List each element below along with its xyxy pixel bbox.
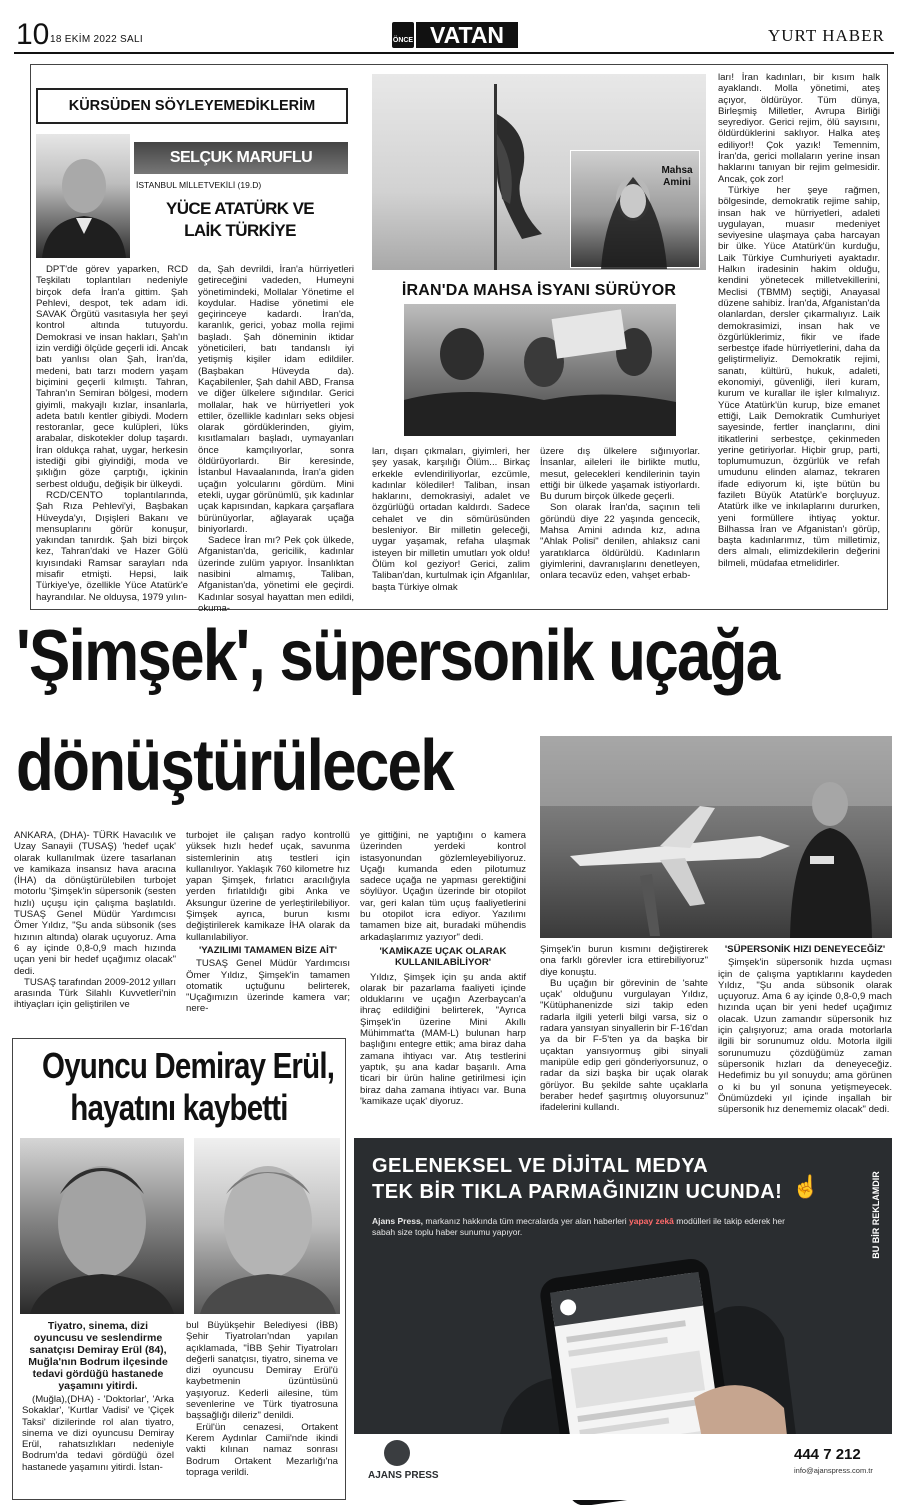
author-name: SELÇUK MARUFLU xyxy=(169,149,313,166)
column-paragraph: ları, dışarı çıkmaları, giyimleri, her şey yasak, karşılığı Ölüm... Birkaç erkekle evlendiriliyorlar, ezcümle, kadınlar kölediler! Taliban, insan haklarını, demokrasiyi, adalet ve özgürlüğü ortadan kaldırdı. Sadece cehalet ve din sömürüsünden besleniyor. Bir milletin geleceği, uygar yaşamak, refaha ulaşmak isteyen bir milletin umutları yok oldu! Ölüm kol geziyor! Gerici, zalim Taliban'dan, kurtulmak için Afganlılar, başta Türkiye olmak xyxy=(372,446,530,593)
column-paragraph: Türkiye her şeye rağmen, bölgesinde, demokratik rejime sahip, insan hak ve hürriyetleri, adaleti uygulayan, muasır medeniyet seviyesine ulaşmaya çaba harcayan bir ülke. Yüce Atatürk'ün kurduğu, Laik Türkiye Cumhuriyeti ayaktadır. Halkın iradesinin hakim olduğu, kendini yönetecek milletvekillerini, Meclisi (TBMM) seçtiği, Anayasal düzene sahibiz. İran'da, Afganistan'da olanlardan, dersler çıkarmalıyız. Laik demokrasimizi, insan hak ve özgürlüklerimiz, fikir ve ifade serbestçe ifade hürriyetlerini, daha da geliştirmeliyiz. Demokratik rejimi, sanatı, kültürü, hukuk, adaleti, ekonomiyi, güvenliği, ileri kuram, kurum ve kurallar ile işler kılmalıyız. Yüce Atatürk'ün kurup, bize emanet ettiği, Laik Demokratik Cumhuriyet sayesinde, fertler inançlarını, dini itikatlerini serbestçe, çekinmeden yerine getiriyorlar. Hiçbir grup, parti, toplumumuzun, özgürlük ve refah umudunu elinden alamaz, tekraren ifade ediyorum ki, işte bütün bu faziletı Büyük Atatürk'e borçluyuz. Atatürk ilke ve inkılaplarını dururken, yeni formüllere ihtiyaç yoktur. Bilhassa İran ve Afganistan'ı görüp, başta kadınlarımız, tüm milletimiz, ders almalı, elimizdekilerin değerini bilmeli, müdafaa etmelidirler. xyxy=(718,184,880,569)
simsek-text-col2 xyxy=(186,830,350,1026)
obit-paragraph: bul Büyükşehir Belediyesi (İBB) Şehir Tiyatroları'ndan yapılan açıklamada, "İBB Şehir Tiyatroları değerli sanatçısı, tiyatro, sinema ve dizi oyuncusu Demiray Erül'ü kaybetmenin üzüntüsünü yaşıyoruz. Kederli ailesine, tüm sevenlerine ve Türk tiyatrosuna başsağlığı dileriz" denildi. xyxy=(186,1320,338,1422)
simsek-text-col3 xyxy=(360,830,526,1140)
paper-logo xyxy=(392,22,518,48)
simsek-text-col4 xyxy=(540,944,708,1132)
column-paragraph: Son olarak İran'da, saçının teli göründü diye 22 yaşında gencecik, Mahsa Amini adında kız, adına "Ahlak Polisi" denilen, ahlaksız cani yaratıklarca öldürüldü. Kadınların giyimlerini, davranışlarını denetleyen, onlara tecavüz eden, vahşet erbab- xyxy=(540,502,700,582)
ad-headline-2: TEK BİR TIKLA PARMAĞINIZIN UCUNDA! xyxy=(372,1181,783,1203)
obit-text-col1 xyxy=(22,1320,174,1496)
mahsa-amini-inset xyxy=(570,150,700,268)
column-title: YÜCE ATATÜRK VE LAİK TÜRKİYE xyxy=(165,199,315,240)
ad-body-text-end: modülleri ile takip ederek her sabah size toplu haber sunumu yapıyor. xyxy=(372,1216,785,1237)
logo-badge: ÖNCE xyxy=(392,22,414,48)
simsek-paragraph: Şimşek'in burun kısmını değiştirerek ona farklı görevler icra ettirebiliyoruz" diye konuştu. xyxy=(540,944,708,978)
author-photo xyxy=(36,134,130,258)
simsek-headline-line1: 'Şimşek', süpersonik uçağa xyxy=(16,616,779,696)
portrait-silhouette xyxy=(20,1138,184,1314)
column-paragraph: ları! İran kadınları, bir kısım halk ayaklandı. Molla yönetimi, ateş açıyor, öldürüyor. Tüm dünya, Birleşmiş Milletler, Avrupa Birliği seyrediyor. Gerici rejim, ölü sayısını, öldürdüklerini saklıyor. Halka ateş ediliyor!! Çok yazık! Temennim, İran'da, gerici mollaların yerine insan haklarını tanıyan bir rejim gelmesidir. Ancak, çok zor! xyxy=(718,72,880,185)
ad-side-label xyxy=(866,1150,886,1290)
issue-date: 18 EKİM 2022 SALI xyxy=(50,34,143,45)
column-paragraph: DPT'de görev yaparken, RCD Teşkilatı toplantıları nedeniyle birçok defa İran'a gittim. Şah Pehlevi, despot, tek adam idi. SAVAK Örgütü vasıtasıyla her şeyi kontrol altında tutuyordu. Demokrasi ve insan hakları, Şah'ın izin verdiği ölçüde geçerli idi. Ancak batı yanlısı olan Şah, İran'da, medeni, batı tarzı modern yaşam biçimini geçerli kılmıştı. Tahran, Tahran'ın Semiran bölgesi, modern giyimli, makyajlı kızlar, insanlarla, adeta batılı kentler gibiydi. Modern restoranlar, gece kulüpleri, lüks arabalar, diskotekler dolup taşardı. İran oldukça rahat, uygar, herkesin istediği gibi giyindiği, moda ve şıklığın göze çarptığı, içkinin serbest olduğu, değişik bir ülkeydi. xyxy=(36,264,188,490)
simsek-subheading: 'YAZILIMI TAMAMEN BİZE AİT' xyxy=(199,944,337,956)
ad-body-brand: Ajans Press, xyxy=(372,1216,424,1226)
simsek-paragraph: TUSAŞ Genel Müdür Yardımcısı Ömer Yıldız, Şimşek'in tamamen otomatik uçtuğunu belirterek, "Uçağımızın üzerinde kamera var; nere- xyxy=(186,958,350,1015)
obit-paragraph: (Muğla),(DHA) - 'Doktorlar', 'Arka Sokaklar', 'Kurtlar Vadisi' ve 'Çiçek Taksi' dizilerinde rol alan tiyatro, sinema ve dizi oyuncusu Demiray Erül, rahatsızlıkları nedeniyle Bodrum'da tedavi gördüğü özel hastanede yaşamını yitirdi. İstan- xyxy=(22,1394,174,1473)
column-series-title: KÜRSÜDEN SÖYLEYEMEDİKLERİM xyxy=(68,98,316,114)
column-paragraph: da, Şah devrildi, İran'a hürriyetleri getireceğini vadeden, Humeyni yönetimindeki, Mollalar Yönetime el koydular. Hadise yönetimi ele geçirinceye kadardı. İran'da, karanlık, gerici, yobaz molla rejimi başladı. Şah döneminin iktidar yöneticileri, batı tandanslı iyi yetişmiş kişiler idam edildiler. (Başbakan Hüveyda da). Kaçabilenler, Şah dahil ABD, Fransa ve diğer ülkelere sığındılar. Gerici mollalar, hak ve hürriyetleri yok ettiler, özellikle kadınları seks objesi olarak gördüklerinden, giyim, kısıtlamaları başladı, uymayanları önce kamçılıyorlar, sonra öldürüyorlardı. Bir keresinde, İstanbul Havaalanında, İran'a giden uçağın yolcularını gördüm. Mini etekli, uygar görünümlü, şık kadınlar uçak kapısından, kapkara çarşaflara bürünüyorlar, ağlayarak uçağa biniyorlardı. xyxy=(198,264,354,535)
ad-body xyxy=(372,1216,792,1238)
ajans-press-logo-icon xyxy=(384,1440,410,1466)
simsek-paragraph: ANKARA, (DHA)- TÜRK Havacılık ve Uzay Sanayii (TUSAŞ) 'hedef uçak' olarak kullanılmak üzere tasarlanan ve kamikaza insansız hava aracına (İHA) da dönüştürülebilen turbojet motorlu 'Şimşek'in süpersonik (sesten hızlı) uçuşu için çalışma başlatıldı. TUSAŞ Genel Müdür Yardımcısı Ömer Yıldız, "Şu anda sübsonik (ses hızının altında) olarak uçuyoruz. Ama 6 ay içinde 0,8-0,9 mach hızında uçan yeni bir hedef uçağımız olacak" dedi. xyxy=(14,830,176,977)
column-series-banner xyxy=(36,88,348,124)
photo-banner: İRAN'DA MAHSA İSYANI SÜRÜYOR xyxy=(401,282,677,299)
drone-illustration xyxy=(540,736,892,938)
paper-name: VATAN xyxy=(416,22,518,48)
ad-headline-1: GELENEKSEL VE DİJİTAL MEDYA xyxy=(372,1155,709,1177)
simsek-subheading: 'SÜPERSONİK HIZI DENEYECEĞİZ' xyxy=(724,944,886,955)
ad-brand: AJANS PRESS xyxy=(368,1470,439,1481)
author-role: İSTANBUL MİLLETVEKİLİ (19.D) xyxy=(136,180,262,190)
obit-headline-line1: Oyuncu Demiray Erül, xyxy=(42,1045,335,1086)
simsek-paragraph: TUSAŞ tarafından 2009-2012 yılları arasında Türk Silahlı Kuvvetleri'nin ihtiyaçları için geliştirilen ve xyxy=(14,976,176,1011)
simsek-paragraph: Bu uçağın bir görevinin de 'sahte uçak' olduğunu vurgulayan Yıldız, "Kütüphanenizde sizi takip eden radarla ilgili yeterli bilgi varsa, siz o radara yansıyan sinyallerin bir F-16'dan ya da bir F-5'ten ya da başka bir uçaktan yansıyormuş gibi sinyali manipüle edip geri gönderiyorsunuz, o radar da sizi başka bir uçak olarak görüyor. Bu şekilde sahte uçaklarla beraber hedef şaşırtmış oluyorsunuz" ifadelerini kullandı. xyxy=(540,977,708,1114)
simsek-text-col1 xyxy=(14,830,176,1026)
ad-body-highlight: yapay zekâ xyxy=(629,1216,674,1226)
column-text-col4 xyxy=(540,446,700,604)
page-number: 10 xyxy=(16,18,50,51)
simsek-paragraph: turbojet ile çalışan radyo kontrollü yüksek hızlı hedef uçak, savunma sistemlerinin atış testleri için kullanılıyor. Yaklaşık 760 kilometre hız yapan Şimşek, fırlatıcı aracılığıyla yerden fırlatıldığı gibi Anka ve Aksungur üzerine de yerleştirilebiliyor. Şimşek ayrıca, burun kısmı değiştirilerek kamikaze İHA olarak da kullanılabiliyor. xyxy=(186,830,350,943)
column-paragraph: üzere dış ülkelere sığınıyorlar. İnsanlar, aileleri ile birlikte mutlu, mesut, gelecekleri kendilerinin tayin ettiği bir ülkede yaşamak istiyorlardı. Bu durum birçok ülkede geçerli. xyxy=(540,446,700,503)
column-text-col2 xyxy=(198,264,354,614)
crowd-illustration xyxy=(404,304,676,436)
simsek-headline-line2: dönüştürülecek xyxy=(16,726,453,806)
protest-crowd-photo xyxy=(404,304,676,436)
column-text-col3 xyxy=(372,446,530,604)
ad-panel[interactable] xyxy=(354,1138,892,1500)
obit-headline-line2: hayatını kaybetti xyxy=(70,1087,288,1128)
masthead xyxy=(0,0,907,60)
simsek-paragraph: Yıldız, Şimşek için şu anda aktif olarak bir pazarlama faaliyeti içinde olduklarını ve uçağın Azerbaycan'a ihraç edildiğini belirterek, "Ayrıca Şimşek'in üzerine Mini Akıllı Mühimmat'ta (MAM-L) bulunan harp başlığını entegre ettik; ama biraz daha zamana ihtiyacı var. Atış testlerini yaptık, şu ana kadar başarılı. Ama ticari bir ürün haline getirilmesi için biraz daha zamana ihtiyacı var. Buna 'kamikaze uçak' diyoruz. xyxy=(360,971,526,1107)
author-name-bar xyxy=(134,142,348,174)
ad-side-label-text: BU BİR REKLAMDIR xyxy=(871,1171,881,1259)
obit-paragraph: Erül'ün cenazesi, Ortakent Kerem Aydınlar Camii'nde ikindi vakti kılınan namaz sonrası Bodrum Ortakent Mezarlığı'na topraga verildi. xyxy=(186,1421,338,1478)
author-silhouette xyxy=(36,134,130,258)
obit-photo-1 xyxy=(20,1138,184,1314)
column-text-col5 xyxy=(718,72,880,604)
ad-body-text: markanız hakkında tüm mecralarda yer alan haberleri xyxy=(423,1216,630,1226)
simsek-paragraph: Şimşek'in süpersonik hızda uçması için de çalışma yaptıklarını kaydeden Yıldız, "Şu anda sübsonik olarak uçuyoruz. Ama 6 ay içinde 0,8-0,9 mach hızında uçan bir yeni hedef uçağımız olacak. Uzun zamandır süpersonik hız için çalışıyoruz; ama orada motorlarla ilgili bir sorunumuz oldu. Motorla ilgili sorunumuzu çözdüğümüz zaman süpersonik hızları da deneyeceğiz. Hedefimiz bu yıl sonuydu; ama görünen o ki bu yıl sonuna yetişmeyecek. Önümüzdeki yıl içinde inşallah bir süpersonik hız denememiz olacak" dedi. xyxy=(718,957,892,1116)
obit-lead: Tiyatro, sinema, dizi oyuncusu ve seslendirme sanatçısı Demiray Erül (84), Muğla'nın Bodrum ilçesinde tedavi gördüğü hastanede yaşamını yitirdi. xyxy=(28,1320,168,1392)
masthead-rule xyxy=(14,52,894,54)
section-name: YURT HABER xyxy=(768,26,885,45)
column-text-col1 xyxy=(36,264,188,604)
column-paragraph: Sadece İran mı? Pek çok ülkede, Afganistan'da, gericilik, kadınlar üzerinde zulüm yapıyor. İnsanlıktan nasibini almamış, Taliban, Afganistan'da, yönetimi ele geçirdi. Kadınlar sosyal hayattan men edildi, okuma- xyxy=(198,535,354,614)
simsek-drone-photo xyxy=(540,736,892,938)
simsek-paragraph: ye gittiğini, ne yaptığını o kamera üzerinden yerdeki kontrol istasyonundan gözlemleyebiliyoruz. Uçağı kumanda eden pilotumuz sadece uçağa ne yapması gerektiğini söylüyor. Uçağın üzerinde bir otopilot var, geri kalan tüm uçuş faaliyetlerini bu otopilot icra ediyor. Yazılımı tamamen bize ait, buradaki mühendis arkadaşlarımız yazıyor" dedi. xyxy=(360,830,526,943)
inset-caption: Mahsa Amini xyxy=(661,165,693,188)
ad-phone[interactable]: 444 7 212 xyxy=(794,1446,861,1463)
simsek-subheading: 'KAMİKAZE UÇAK OLARAK KULLANILABİLİYOR' xyxy=(379,945,507,969)
obit-text-col2 xyxy=(186,1320,338,1496)
simsek-text-col5 xyxy=(718,944,892,1132)
portrait-silhouette xyxy=(194,1138,340,1314)
ad-contact-email[interactable]: info@ajanspress.com.tr xyxy=(794,1466,873,1475)
column-paragraph: RCD/CENTO toplantılarında, Şah Rıza Pehlevi'yi, Başbakan Hüveyda'yı, Dışişleri Bakanı ve mensuplarını görür konuşur, yakından tanırdık. Şah bizi birçok kez, Tahran'daki ve Hazer Gölü kıyısındaki Ramsar sarayları nda misafir etmişti. Hepsi, laik Türkiye'ye, özellikle Yüce Atatürk'e hayrandılar. Ne olduysa, 1979 yılın- xyxy=(36,489,188,603)
obit-photo-2 xyxy=(194,1138,340,1314)
hand-pointer-icon: ☝ xyxy=(792,1174,820,1199)
